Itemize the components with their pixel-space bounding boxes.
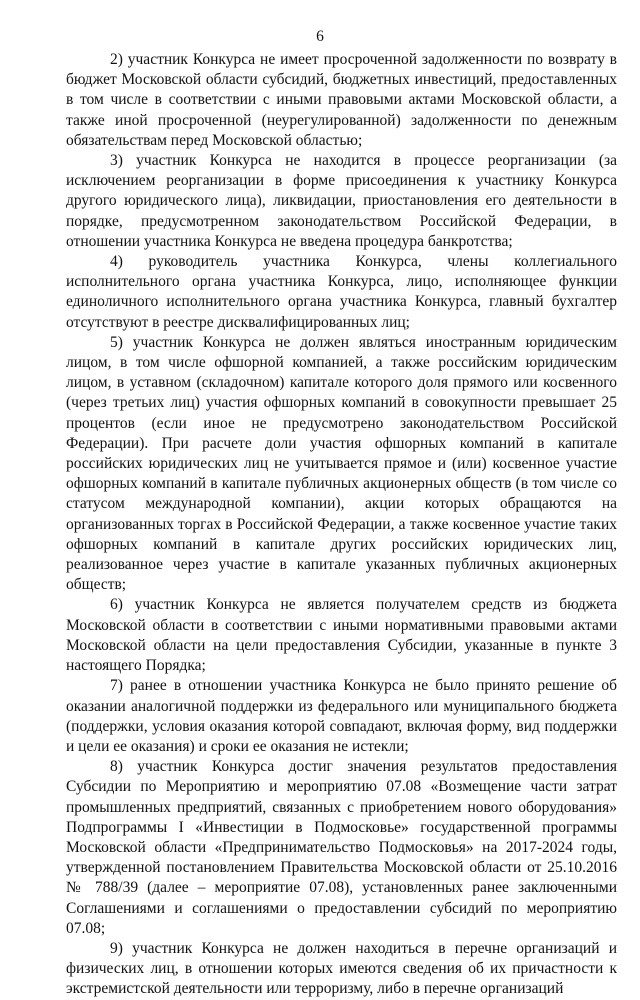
- paragraph-item-4: 4) руководитель участника Конкурса, члены коллегиального исполнительного органа участника Конкурса, лицо, исполняющее функции единоличного исполнительного органа участника Конкурса, главный бухгалтер отсутствуют в реестре дисквалифицированных лиц;: [66, 253, 617, 331]
- paragraph-item-5: 5) участник Конкурса не должен являться иностранным юридическим лицом, в том числе офшорной компанией, а также российским юридическим лицом, в уставном (складочном) капитале которого доля прямого или косвенного (через третьих лиц) участия офшорных компаний в совокупности превышает 25 процентов (если иное не предусмотрено законодательством Российской Федерации). При расчете доли участия офшорных компаний в капитале российских юридических лиц не учитывается прямое и (или) косвенное участие офшорных компаний в капитале публичных акционерных обществ (в том числе со статусом международной компании), акции которых обращаются на организованных торгах в Российской Федерации, а также косвенное участие таких офшорных компаний в капитале других российских юридических лиц, реализованное через участие в капитале указанных публичных акционерных обществ;: [66, 333, 617, 594]
- paragraph-item-8: 8) участник Конкурса достиг значения результатов предоставления Субсидии по Мероприятию и мероприятию 07.08 «Возмещение части затрат промышленных предприятий, связанных с приобретением нового оборудования» Подпрограммы I «Инвестиции в Подмосковье» государственной программы Московской области «Предпринимательство Подмосковья» на 2017-2024 годы, утвержденной постановлением Правительства Московской области от 25.10.2016 № 788/39 (далее – мероприятие 07.08), установленных ранее заключенными Соглашениями и соглашениями о предоставлении субсидий по мероприятию 07.08;: [66, 758, 617, 937]
- paragraph-item-7: 7) ранее в отношении участника Конкурса не было принято решение об оказании аналогичной поддержки из федерального или муниципального бюджета (поддержки, условия оказания которой совпадают, включая форму, вид поддержки и цели ее оказания) и сроки ее оказания не истекли;: [66, 677, 617, 755]
- paragraph-item-6: 6) участник Конкурса не является получателем средств из бюджета Московской области в соответствии с иными нормативными правовыми актами Московской области на цели предоставления Субсидии, указанные в пункте 3 настоящего Порядка;: [66, 596, 617, 675]
- paragraph-item-9: 9) участник Конкурса не должен находиться в перечне организаций и физических лиц, в отношении которых имеются сведения об их причастности к экстремистской деятельности или терроризму, либо в перечне организаций: [66, 939, 617, 998]
- document-body: [66, 50, 617, 1000]
- paragraph-item-2: 2) участник Конкурса не имеет просроченной задолженности по возврату в бюджет Московской области субсидий, бюджетных инвестиций, предоставленных в том числе в соответствии с иными правовыми актами Московской области, а также иной просроченной (неурегулированной) задолженности по денежным обязательствам перед Московской областью;: [66, 51, 617, 149]
- paragraph-item-3: 3) участник Конкурса не находится в процессе реорганизации (за исключением реорганизации в форме присоединения к участнику Конкурса другого юридического лица), ликвидации, приостановления его деятельности в порядке, предусмотренном законодательством Российской Федерации, в отношении участника Конкурса не введена процедура банкротства;: [66, 152, 617, 250]
- page-number: 6: [316, 28, 324, 45]
